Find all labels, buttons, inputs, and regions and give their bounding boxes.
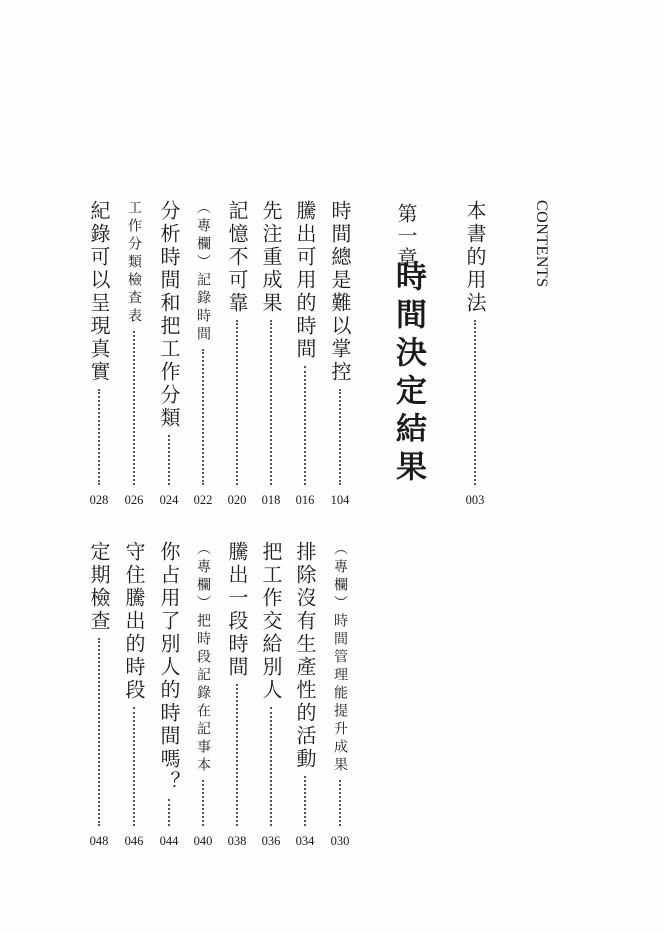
toc-entry[interactable] [191,200,215,508]
toc-entry-page: 018 [261,493,281,507]
toc-entry[interactable] [293,541,317,849]
toc-entry-page: 016 [295,493,315,507]
contents-label: CONTENTS [533,200,550,288]
toc-entry-page: 048 [89,834,109,848]
dot-leader [98,389,100,485]
toc-entry-title: 你占用了別人的時間嗎？ [157,541,181,794]
toc-entry-page: 034 [295,834,315,848]
toc-entry-title: 先注重成果 [259,200,283,315]
toc-entry-title: 記憶不可靠 [225,200,249,315]
dot-leader [133,331,135,485]
toc-entry-title: 工作分類檢查表 [126,200,142,326]
toc-entry-title: （專欄）把時段記錄在記事本 [195,541,211,775]
dot-leader [236,684,238,826]
toc-entry-page: 044 [159,834,179,848]
toc-entry-page: 038 [227,834,247,848]
dot-leader [339,780,341,826]
toc-entry[interactable] [225,541,249,849]
toc-entry-page: 040 [193,834,213,848]
toc-entry-page: 104 [330,493,350,507]
toc-entry-page: 036 [261,834,281,848]
toc-entry-page: 003 [465,493,485,507]
dot-leader [236,320,238,485]
toc-entry-page: 030 [330,834,350,848]
toc-entry-page: 022 [193,493,213,507]
toc-entry-title: 守住騰出的時段 [122,541,146,702]
toc-entry[interactable] [328,200,352,508]
toc-entry-page: 028 [89,493,109,507]
toc-entry-title: 把工作交給別人 [259,541,283,702]
toc-entry[interactable] [157,541,181,849]
toc-entry-page: 024 [159,493,179,507]
toc-entry-title: （專欄）時間管理能提升成果 [332,541,348,775]
toc-entry-title: 騰出一段時間 [225,541,249,679]
toc-entry[interactable] [122,541,146,849]
toc-entry[interactable] [225,200,249,508]
dot-leader [98,638,100,826]
toc-entry[interactable] [259,541,283,849]
chapter-number: 第一章 [394,203,418,269]
dot-leader [270,320,272,485]
dot-leader [202,349,204,485]
dot-leader [202,780,204,826]
dot-leader [168,435,170,485]
toc-entry-page: 046 [124,834,144,848]
toc-entry-title: 分析時間和把工作分類 [157,200,181,430]
toc-entry-title: 本書的用法 [463,200,487,315]
toc-entry-page: 026 [124,493,144,507]
toc-entry-page: 020 [227,493,247,507]
toc-entry[interactable] [87,541,111,849]
toc-entry-title: 排除沒有生產性的活動 [293,541,317,771]
toc-entry-title: 時間總是難以掌控 [328,200,352,384]
toc-entry[interactable] [259,200,283,508]
toc-entry-title: 騰出可用的時間 [293,200,317,361]
toc-entry-title: 定期檢查 [87,541,111,633]
dot-leader [133,707,135,826]
chapter-title: 時間決定結果 [390,260,426,488]
toc-entry[interactable] [157,200,181,508]
toc-entry[interactable] [191,541,215,849]
toc-entry[interactable] [122,200,146,508]
dot-leader [339,389,341,485]
dot-leader [474,320,476,485]
toc-entry[interactable] [87,200,111,508]
dot-leader [304,366,306,485]
dot-leader [270,707,272,826]
dot-leader [304,776,306,826]
toc-entry-title: （專欄）記錄時間 [195,200,211,344]
toc-entry-intro[interactable] [463,200,487,508]
toc-entry[interactable] [293,200,317,508]
toc-entry[interactable] [328,541,352,849]
dot-leader [168,799,170,826]
toc-entry-title: 紀錄可以呈現真實 [87,200,111,384]
